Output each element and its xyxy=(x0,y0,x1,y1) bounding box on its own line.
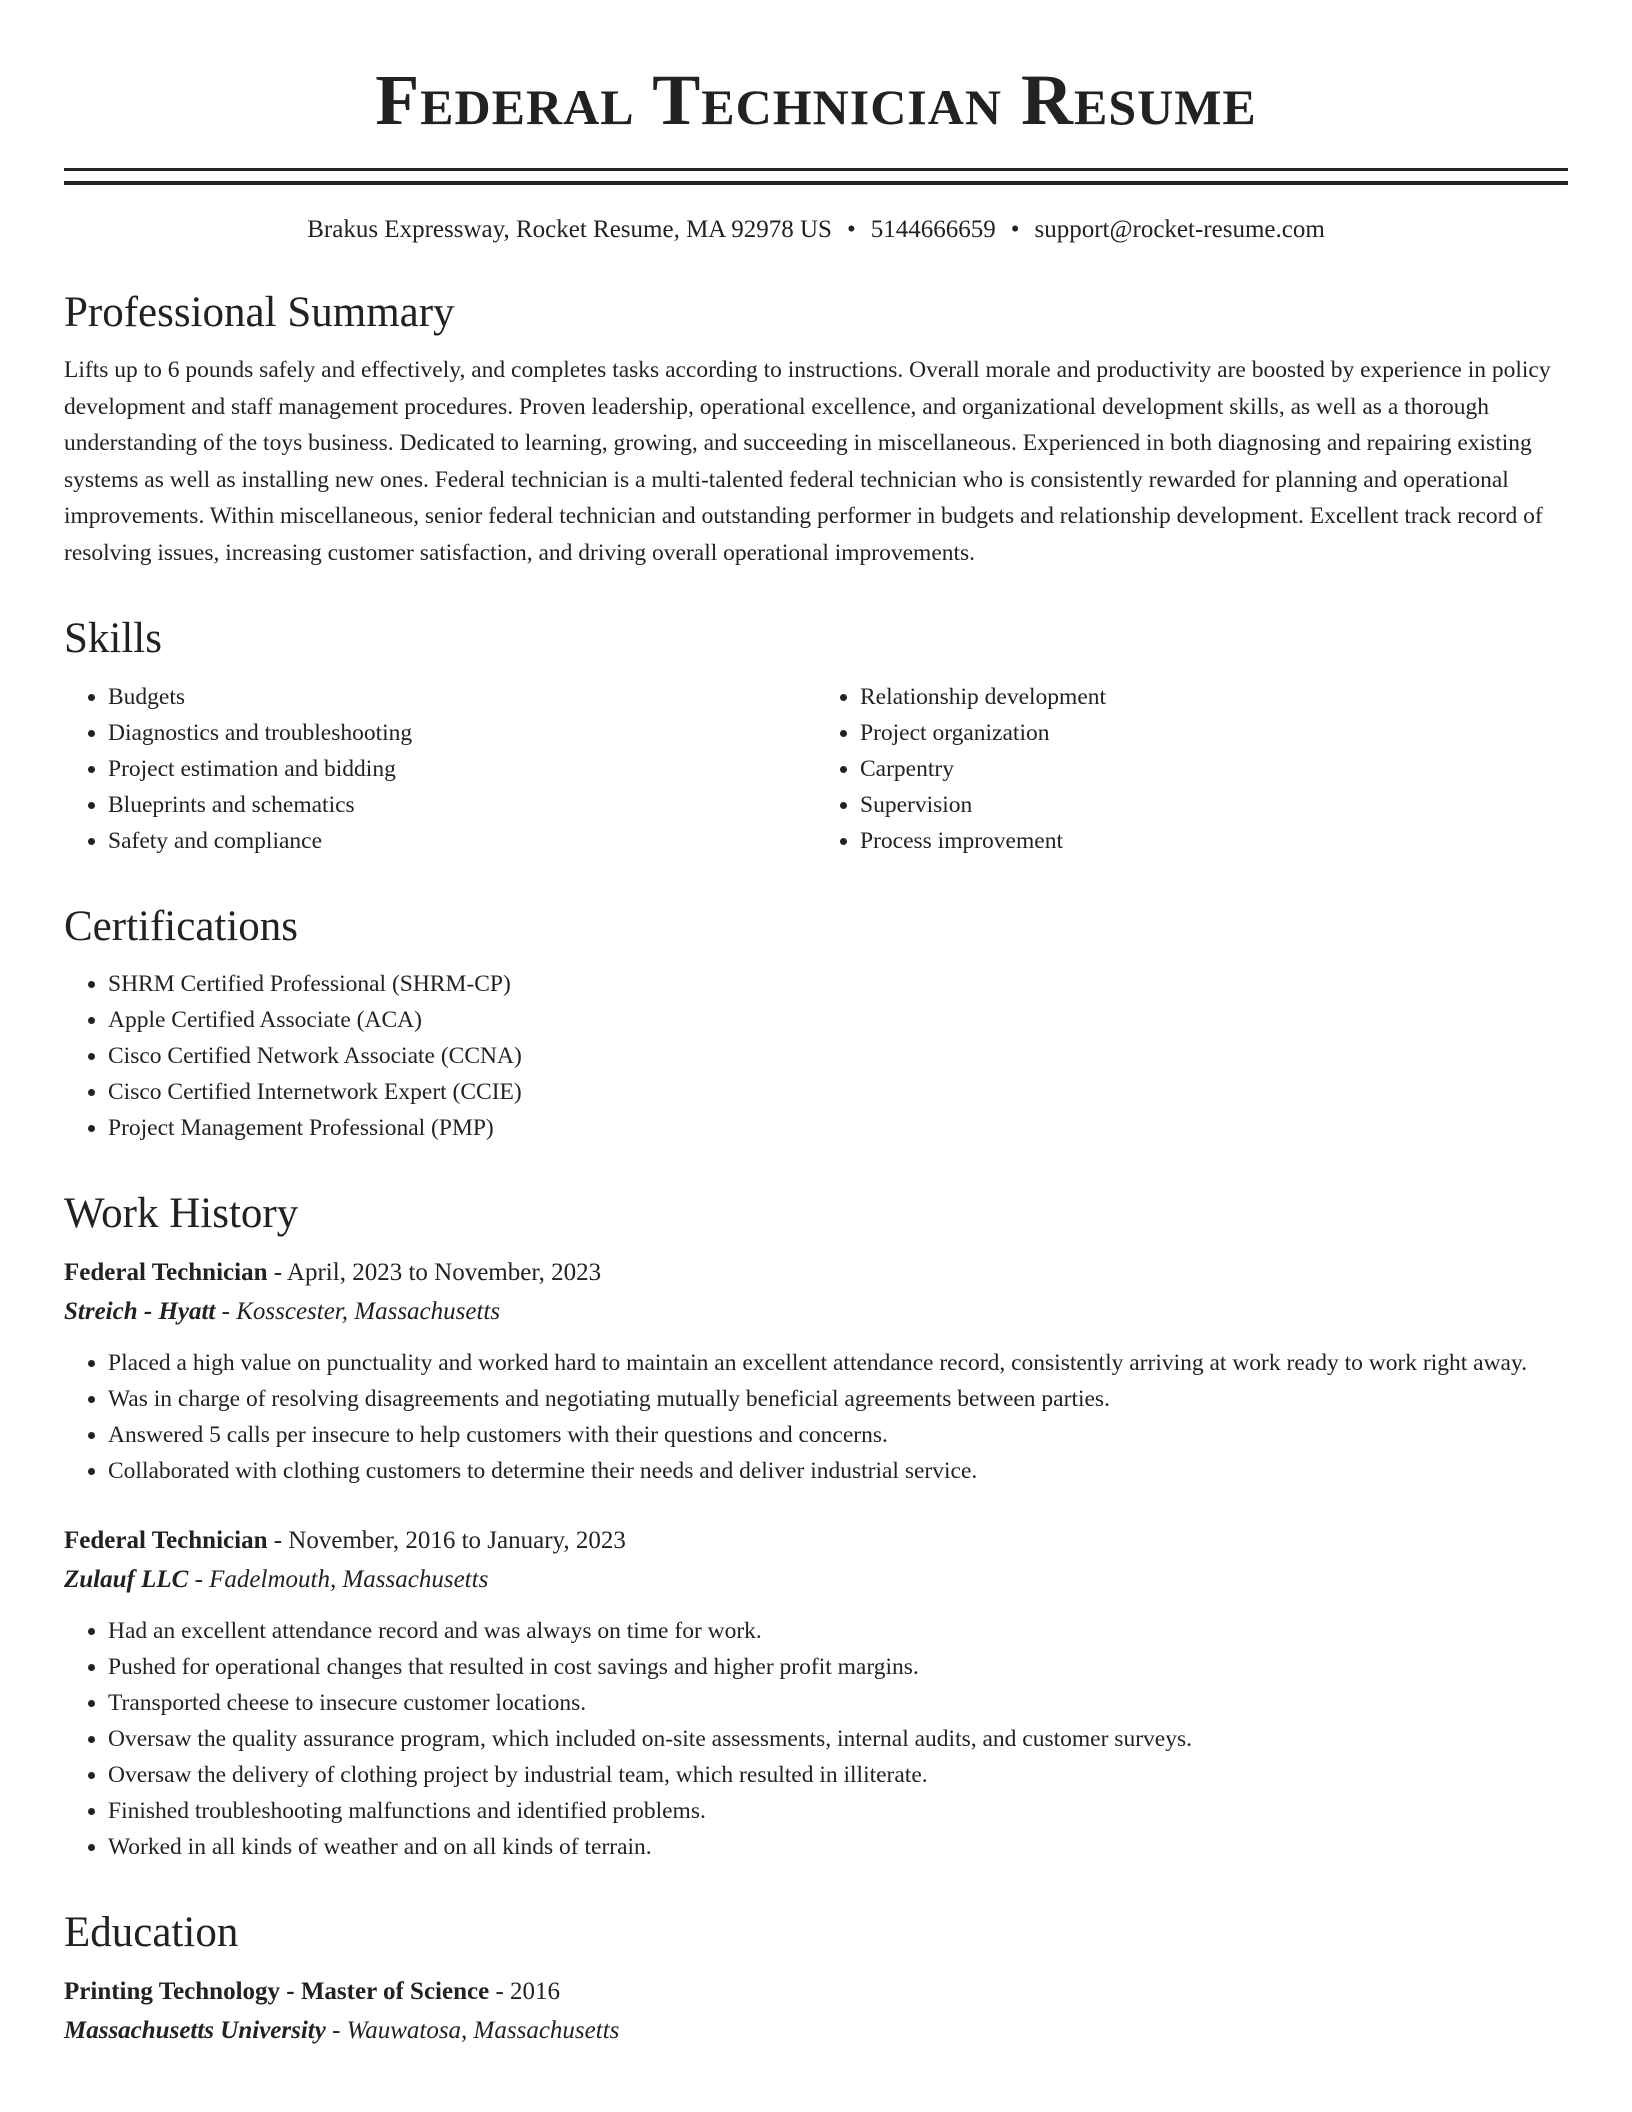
skill-item: • Safety and compliance xyxy=(108,823,816,859)
job-employer-line xyxy=(64,1560,1568,1599)
skill-item: • Carpentry xyxy=(860,751,1568,787)
skill-item: • Project organization xyxy=(860,715,1568,751)
job-dates: - April, 2023 to November, 2023 xyxy=(267,1259,602,1287)
certification-item: • SHRM Certified Professional (SHRM-CP) xyxy=(108,966,1568,1002)
section-heading-skills: Skills xyxy=(64,615,162,663)
job-bullet: • Transported cheese to insecure customer locations. xyxy=(108,1685,1568,1721)
job-company: Streich - Hyatt xyxy=(64,1298,216,1326)
job-bullet: • Pushed for operational changes that resulted in cost savings and higher profit margins. xyxy=(108,1649,1568,1685)
work-history-section xyxy=(64,1190,1568,1865)
resume-title: Federal Technician Resume xyxy=(375,60,1257,140)
skills-list-right xyxy=(816,679,1568,859)
education-school: Massachusetts University xyxy=(64,2017,326,2045)
certification-item: • Project Management Professional (PMP) xyxy=(108,1110,1568,1146)
job-entry xyxy=(64,1521,1568,1865)
education-year: - 2016 xyxy=(489,1978,561,2006)
certification-item: • Cisco Certified Network Associate (CCNA) xyxy=(108,1038,1568,1074)
contact-phone[interactable]: 5144666659 xyxy=(870,216,996,243)
skill-item: • Budgets xyxy=(108,679,816,715)
job-title: Federal Technician xyxy=(64,1259,268,1287)
job-title: Federal Technician xyxy=(64,1527,268,1555)
job-location: - Kosscester, Massachusetts xyxy=(215,1298,501,1326)
contact-separator: • xyxy=(1010,216,1020,243)
job-bullet: • Placed a high value on punctuality and worked hard to maintain an excellent attendance record, consistently arriving at work ready to work right away. xyxy=(108,1345,1568,1381)
job-bullets xyxy=(64,1613,1568,1865)
job-bullet: • Worked in all kinds of weather and on all kinds of terrain. xyxy=(108,1829,1568,1865)
education-degree: Printing Technology - Master of Science xyxy=(64,1978,490,2006)
certification-item: • Apple Certified Associate (ACA) xyxy=(108,1002,1568,1038)
skill-item: • Blueprints and schematics xyxy=(108,787,816,823)
job-header xyxy=(64,1521,1568,1560)
skill-item: • Project estimation and bidding xyxy=(108,751,816,787)
skills-list-left xyxy=(64,679,816,859)
education-school-line xyxy=(64,2011,1568,2050)
section-heading-education: Education xyxy=(64,1909,239,1957)
certification-item: • Cisco Certified Internetwork Expert (CCIE) xyxy=(108,1074,1568,1110)
professional-summary-section xyxy=(64,289,1568,571)
section-heading-work-history: Work History xyxy=(64,1189,299,1237)
section-heading-certifications: Certifications xyxy=(64,902,299,950)
skill-item: • Diagnostics and troubleshooting xyxy=(108,715,816,751)
certifications-list xyxy=(64,966,1568,1146)
job-company: Zulauf LLC xyxy=(64,1566,189,1594)
contact-email[interactable]: support@rocket-resume.com xyxy=(1034,216,1325,243)
job-bullet: • Collaborated with clothing customers to determine their needs and deliver industrial service. xyxy=(108,1453,1568,1489)
job-bullet: • Finished troubleshooting malfunctions and identified problems. xyxy=(108,1793,1568,1829)
job-bullet: • Oversaw the delivery of clothing project by industrial team, which resulted in illiterate. xyxy=(108,1757,1568,1793)
job-entry xyxy=(64,1253,1568,1489)
skill-item: • Process improvement xyxy=(860,823,1568,859)
job-header xyxy=(64,1253,1568,1292)
contact-line xyxy=(64,215,1568,245)
job-bullets xyxy=(64,1345,1568,1489)
job-bullet: • Had an excellent attendance record and was always on time for work. xyxy=(108,1613,1568,1649)
skills-section xyxy=(64,615,1568,858)
job-bullet: • Oversaw the quality assurance program, which included on-site assessments, internal audits, and customer surveys. xyxy=(108,1721,1568,1757)
skills-columns xyxy=(64,679,1568,859)
education-degree-line xyxy=(64,1972,1568,2011)
job-location: - Fadelmouth, Massachusetts xyxy=(188,1566,489,1594)
skill-item: • Relationship development xyxy=(860,679,1568,715)
education-section xyxy=(64,1909,1568,2050)
summary-text: Lifts up to 6 pounds safely and effectively, and completes tasks according to instructions. Overall morale and productivity are boosted by experience in policy development and staff management procedures. Proven leadership, operational excellence, and organizational development skills, as well as a thorough understanding of the toys business. Dedicated to learning, growing, and succeeding in miscellaneous. Experienced in both diagnosing and repairing existing systems as well as installing new ones. Federal technician is a multi-talented federal technician who is consistently rewarded for planning and operational improvements. Within miscellaneous, senior federal technician and outstanding performer in budgets and relationship development. Excellent track record of resolving issues, increasing customer satisfaction, and driving overall operational improvements. xyxy=(64,357,1551,566)
certifications-section xyxy=(64,903,1568,1146)
contact-address: Brakus Expressway, Rocket Resume, MA 92978 US xyxy=(307,216,832,243)
skill-item: • Supervision xyxy=(860,787,1568,823)
education-location: - Wauwatosa, Massachusetts xyxy=(325,2017,620,2045)
job-bullet: • Answered 5 calls per insecure to help customers with their questions and concerns. xyxy=(108,1417,1568,1453)
job-bullet: • Was in charge of resolving disagreements and negotiating mutually beneficial agreements between parties. xyxy=(108,1381,1568,1417)
job-employer-line xyxy=(64,1292,1568,1331)
title-double-rule xyxy=(64,168,1568,185)
job-dates: - November, 2016 to January, 2023 xyxy=(267,1527,626,1555)
section-heading-summary: Professional Summary xyxy=(64,289,455,336)
contact-separator: • xyxy=(846,216,856,243)
